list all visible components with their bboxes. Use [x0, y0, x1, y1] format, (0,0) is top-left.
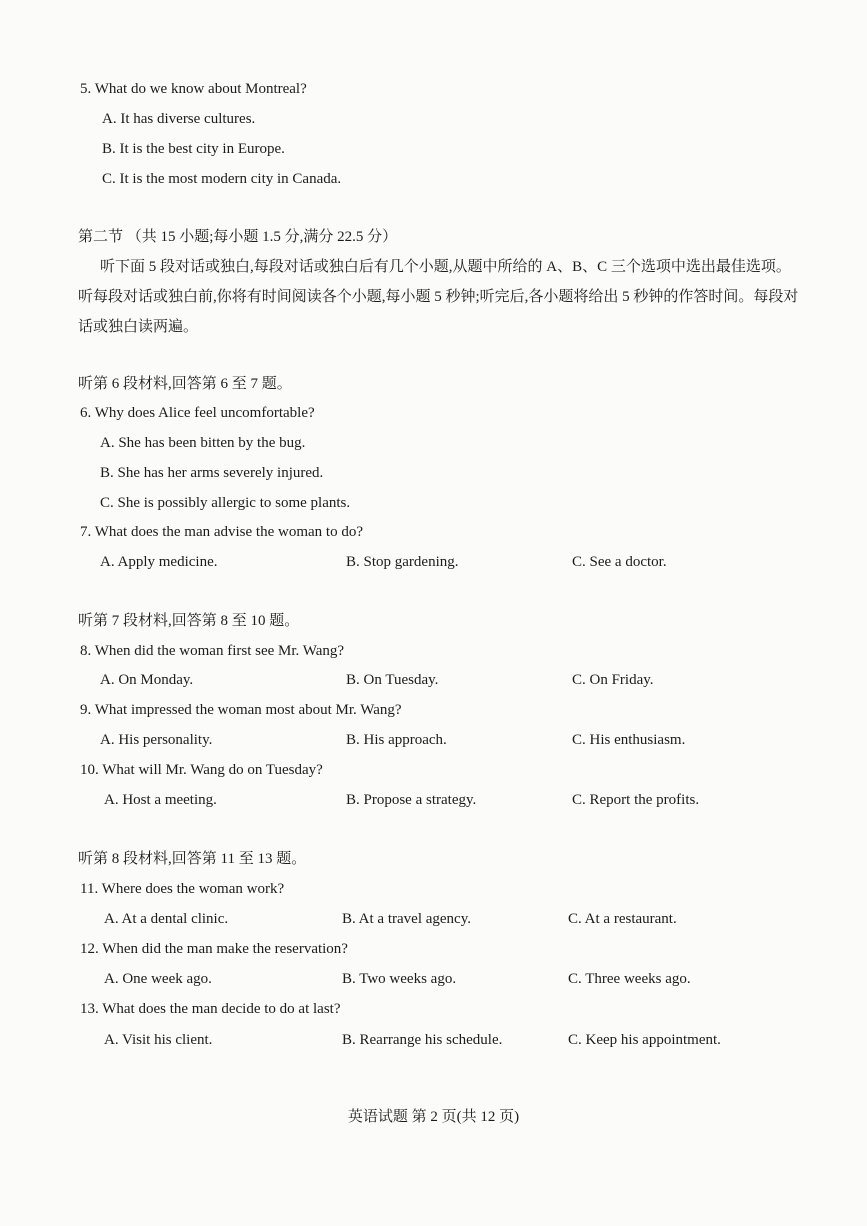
question-5-option-a: A. It has diverse cultures.	[102, 111, 256, 127]
question-11-option-b: B. At a travel agency.	[342, 911, 471, 927]
section-2-heading: 第二节 （共 15 小题;每小题 1.5 分,满分 22.5 分）	[78, 229, 398, 245]
question-5-option-b: B. It is the best city in Europe.	[102, 141, 285, 157]
question-9-option-a: A. His personality.	[100, 732, 213, 748]
question-8-stem: 8. When did the woman first see Mr. Wang?	[80, 643, 345, 659]
question-10-option-a: A. Host a meeting.	[104, 792, 217, 808]
question-6-option-c: C. She is possibly allergic to some plants.	[100, 495, 351, 511]
question-9-option-c: C. His enthusiasm.	[572, 732, 686, 748]
question-5-option-c: C. It is the most modern city in Canada.	[102, 171, 342, 187]
question-8-option-b: B. On Tuesday.	[346, 672, 439, 688]
question-9-option-b: B. His approach.	[346, 732, 447, 748]
question-7-stem: 7. What does the man advise the woman to do?	[80, 524, 363, 540]
question-6-option-b: B. She has her arms severely injured.	[100, 465, 324, 481]
question-12-option-a: A. One week ago.	[104, 971, 212, 987]
question-13-stem: 13. What does the man decide to do at last?	[80, 1001, 341, 1017]
set-7-header: 听第 7 段材料,回答第 8 至 10 题。	[78, 613, 300, 629]
section-2-instructions: 听下面 5 段对话或独白,每段对话或独白后有几个小题,从题中所给的 A、B、C 三个选项中选出最佳选项。听每段对话或独白前,你将有时间阅读各个小题,每小题 5 秒钟;听完后,各小题将给出 5 秒钟的作答时间。每段对话或独白读两遍。	[78, 259, 799, 335]
question-13-option-b: B. Rearrange his schedule.	[342, 1032, 503, 1048]
question-10-option-c: C. Report the profits.	[572, 792, 700, 808]
question-13-option-a: A. Visit his client.	[104, 1032, 213, 1048]
question-10-stem: 10. What will Mr. Wang do on Tuesday?	[80, 762, 323, 778]
set-8-header: 听第 8 段材料,回答第 11 至 13 题。	[78, 851, 307, 867]
question-7-option-c: C. See a doctor.	[572, 554, 667, 570]
question-8-option-c: C. On Friday.	[572, 672, 654, 688]
question-12-stem: 12. When did the man make the reservation?	[80, 941, 348, 957]
question-6-option-a: A. She has been bitten by the bug.	[100, 435, 306, 451]
question-11-stem: 11. Where does the woman work?	[80, 881, 285, 897]
page-footer: 英语试题 第 2 页(共 12 页)	[347, 1109, 520, 1125]
set-6-header: 听第 6 段材料,回答第 6 至 7 题。	[78, 376, 292, 392]
question-8-option-a: A. On Monday.	[100, 672, 194, 688]
question-11-option-c: C. At a restaurant.	[568, 911, 677, 927]
question-9-stem: 9. What impressed the woman most about Mr. Wang?	[80, 702, 402, 718]
question-7-option-b: B. Stop gardening.	[346, 554, 459, 570]
question-7-option-a: A. Apply medicine.	[100, 554, 218, 570]
question-10-option-b: B. Propose a strategy.	[346, 792, 477, 808]
question-12-option-b: B. Two weeks ago.	[342, 971, 457, 987]
question-13-option-c: C. Keep his appointment.	[568, 1032, 721, 1048]
question-5-stem: 5. What do we know about Montreal?	[80, 81, 307, 97]
question-6-stem: 6. Why does Alice feel uncomfortable?	[80, 405, 315, 421]
question-11-option-a: A. At a dental clinic.	[104, 911, 229, 927]
question-12-option-c: C. Three weeks ago.	[568, 971, 691, 987]
